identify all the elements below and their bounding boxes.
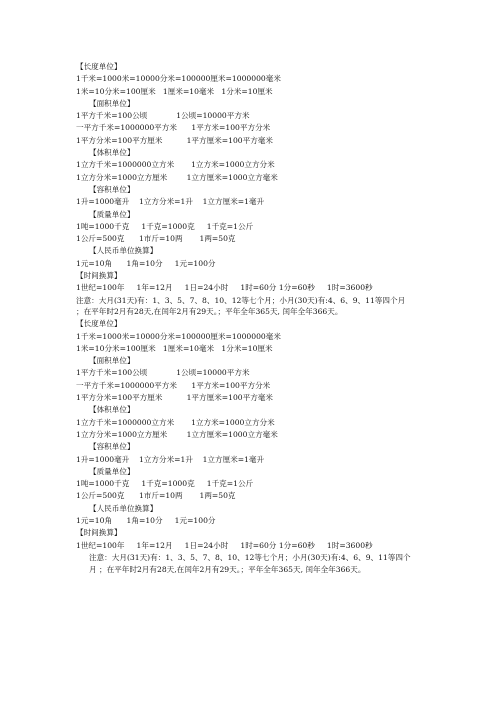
text-line: 一平方千米=1000000平方米 1平方米=100平方分米 xyxy=(76,380,271,390)
section-heading: 【长度单位】 xyxy=(76,62,122,71)
section-heading: 【时间换算】 xyxy=(76,528,122,538)
section-heading: 【面积单位】 xyxy=(89,356,135,366)
text-line: 1米=10分米=100厘米 1厘米=10毫米 1分米=10厘米 xyxy=(76,343,273,353)
text-line: 1吨=1000千克 1千克=1000克 1千克=1公斤 xyxy=(76,221,254,231)
text-line: 1世纪=100年 1年=12月 1日=24小时 1时=60分 1分=60秒 1时=3600秒 xyxy=(76,540,373,550)
section-heading: 【体积单位】 xyxy=(89,405,135,415)
text-line: 1平方分米=100平方厘米 1平方厘米=100平方毫米 xyxy=(76,393,274,403)
text-line: 1平方分米=100平方厘米 1平方厘米=100平方毫米 xyxy=(76,135,274,145)
section-heading: 【长度单位】 xyxy=(76,319,122,329)
text-line: 1公斤=500克 1市斤=10两 1两=50克 xyxy=(76,491,236,501)
text-line: 1千米=1000米=10000分米=100000厘米=1000000毫米 xyxy=(76,331,281,341)
note-paragraph: 注意：大月(31天)有：1、3、5、7、8、10、12等七个月；小月(30天)有:4、6、9、11等四个月 ；在平年时2月有28天,在闰年2月有29天。；平年全年365天, 闰年全年366天。 xyxy=(89,553,411,574)
section-heading: 【质量单位】 xyxy=(89,209,135,219)
section-heading: 【面积单位】 xyxy=(89,98,135,108)
text-line: 一平方千米=1000000平方米 1平方米=100平方分米 xyxy=(76,123,271,133)
text-line: 1平方千米=100公顷 1公顷=10000平方米 xyxy=(76,111,250,121)
section-heading: 【时间换算】 xyxy=(76,271,122,281)
text-line: 1升=1000毫升 1立方分米=1升 1立方厘米=1毫升 xyxy=(76,454,265,464)
section-heading: 【人民币单位换算】 xyxy=(89,503,158,513)
note-paragraph: 注意：大月(31天)有：1、3、5、7、8、10、12等七个月；小月(30天)有:4、6、9、11等四个月 ；在平年时2月有28天,在闰年2月有29天。；平年全年365天, 闰年全年366天。 xyxy=(76,296,406,317)
text-line: 1世纪=100年 1年=12月 1日=24小时 1时=60分 1分=60秒 1时=3600秒 xyxy=(76,283,373,293)
text-line: 1立方千米=1000000立方米 1立方米=1000立方分米 xyxy=(76,160,275,170)
text-line: 1米=10分米=100厘米 1厘米=10毫米 1分米=10厘米 xyxy=(76,86,273,96)
text-line: 1吨=1000千克 1千克=1000克 1千克=1公斤 xyxy=(76,479,254,489)
text-line: 1立方分米=1000立方厘米 1立方厘米=1000立方毫米 xyxy=(76,429,278,439)
text-line: 1升=1000毫升 1立方分米=1升 1立方厘米=1毫升 xyxy=(76,197,265,207)
text-line: 1立方千米=1000000立方米 1立方米=1000立方分米 xyxy=(76,417,275,427)
section-heading: 【质量单位】 xyxy=(89,466,135,476)
text-line: 1元=10角 1角=10分 1元=100分 xyxy=(76,258,216,268)
section-heading: 【容积单位】 xyxy=(89,184,135,194)
section-heading: 【人民币单位换算】 xyxy=(89,246,158,256)
text-line: 1平方千米=100公顷 1公顷=10000平方米 xyxy=(76,368,250,378)
text-line: 1千米=1000米=10000分米=100000厘米=1000000毫米 xyxy=(76,74,281,84)
section-heading: 【体积单位】 xyxy=(89,148,135,158)
text-line: 1公斤=500克 1市斤=10两 1两=50克 xyxy=(76,234,236,244)
section-heading: 【容积单位】 xyxy=(89,442,135,452)
document-body xyxy=(76,61,412,575)
text-line: 1立方分米=1000立方厘米 1立方厘米=1000立方毫米 xyxy=(76,172,278,182)
text-line: 1元=10角 1角=10分 1元=100分 xyxy=(76,515,216,525)
